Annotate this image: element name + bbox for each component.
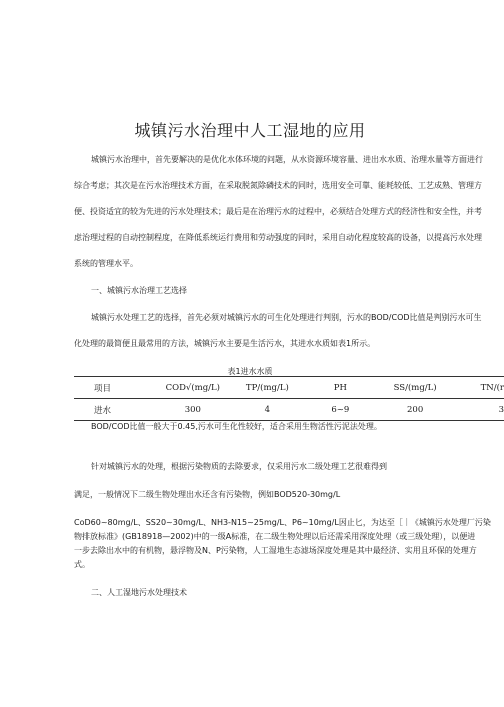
paragraph-line: 一步去除出水中的有机物，悬浮物及N、P污染物，人工湿地生态滤场深度处理是其中最经济、实用且环保的处理方 [74,546,477,555]
paragraph-line: 城镇污水治理中，首先要解决的是优化水体环境的问题，从水资源环境容量、进出水水质、治理水量等方面进行 [91,155,483,164]
paragraph-line: BOD/COD比值一般大于0.45,污水可生化性较好，适合采用生物活性污泥法处理。 [91,422,382,431]
table-header-cell: TN/(r [454,377,504,399]
table-cell: 进水 [74,399,156,421]
table-header-cell: 项目 [74,377,156,399]
paragraph-line: 系统的管理水平。 [74,259,138,268]
table-header-cell: TP/(mg/L) [230,377,305,399]
paragraph-line: 综合考虑；其次是在污水治理技术方面，在采取脱氮除磷技术的同时，选用安全可靠、能耗较低、工艺成熟、管理方 [74,181,482,190]
table-header-cell: PH [305,377,376,399]
table-cell: 4 [230,399,305,421]
paragraph-line: 针对城镇污水的处理，根据污染物质的去除要求，仅采用污水二级处理工艺很难得到 [91,462,387,471]
paragraph-line: 化处理的最简便且最常用的方法，城镇污水主要是生活污水，其进水水质如表1所示。 [74,339,376,348]
table-row [74,399,504,421]
paragraph-line: 式。 [74,560,90,569]
table-header-row [74,377,504,399]
table-header-cell: COD√(mg/L) [156,377,230,399]
paragraph-line: 物排放标准》(GB18918—2002)中的一级A标准，在二级生物处理以后还需采用深度处理（或三级处理），以便进 [74,532,476,541]
table-cell: 200 [376,399,455,421]
paragraph-line: 便、投资适宜的较为先进的污水处理技术；最后是在治理污水的过程中，必须结合处理方式的经济性和安全性，并考 [74,207,482,216]
paragraph-line: 满足，一般情况下二级生物处理出水还含有污染物，例如BOD520-30mg/L [74,490,341,499]
table-cell: 3 [454,399,504,421]
water-quality-table [74,376,504,421]
paragraph-line: CoD60~80mg/L、SS20~30mg/L、NH3-N15~25mg/L、P6~10mg/L因止匕，为达至［｜《城镇污水处理厂污染 [74,518,491,527]
table-cell: 300 [156,399,230,421]
section-heading: 二、人工湿地污水处理技术 [91,588,187,597]
paragraph-line: 虑治理过程的自动控制程度，在降低系统运行费用和劳动强度的同时，采用自动化程度较高的设备，以提高污水处理 [74,233,482,242]
table-cell: 6~9 [305,399,376,421]
table-caption: 表1进水水质 [227,367,273,376]
page-title: 城镇污水治理中人工湿地的应用 [134,121,366,140]
paragraph-line: 城镇污水处理工艺的选择，首先必须对城镇污水的可生化处理进行判别，污水的BOD/COD比值是判别污水可生 [91,313,482,322]
table-header-cell: SS/(mg/L) [376,377,455,399]
section-heading: 一、城镇污水治理工艺选择 [91,286,187,295]
